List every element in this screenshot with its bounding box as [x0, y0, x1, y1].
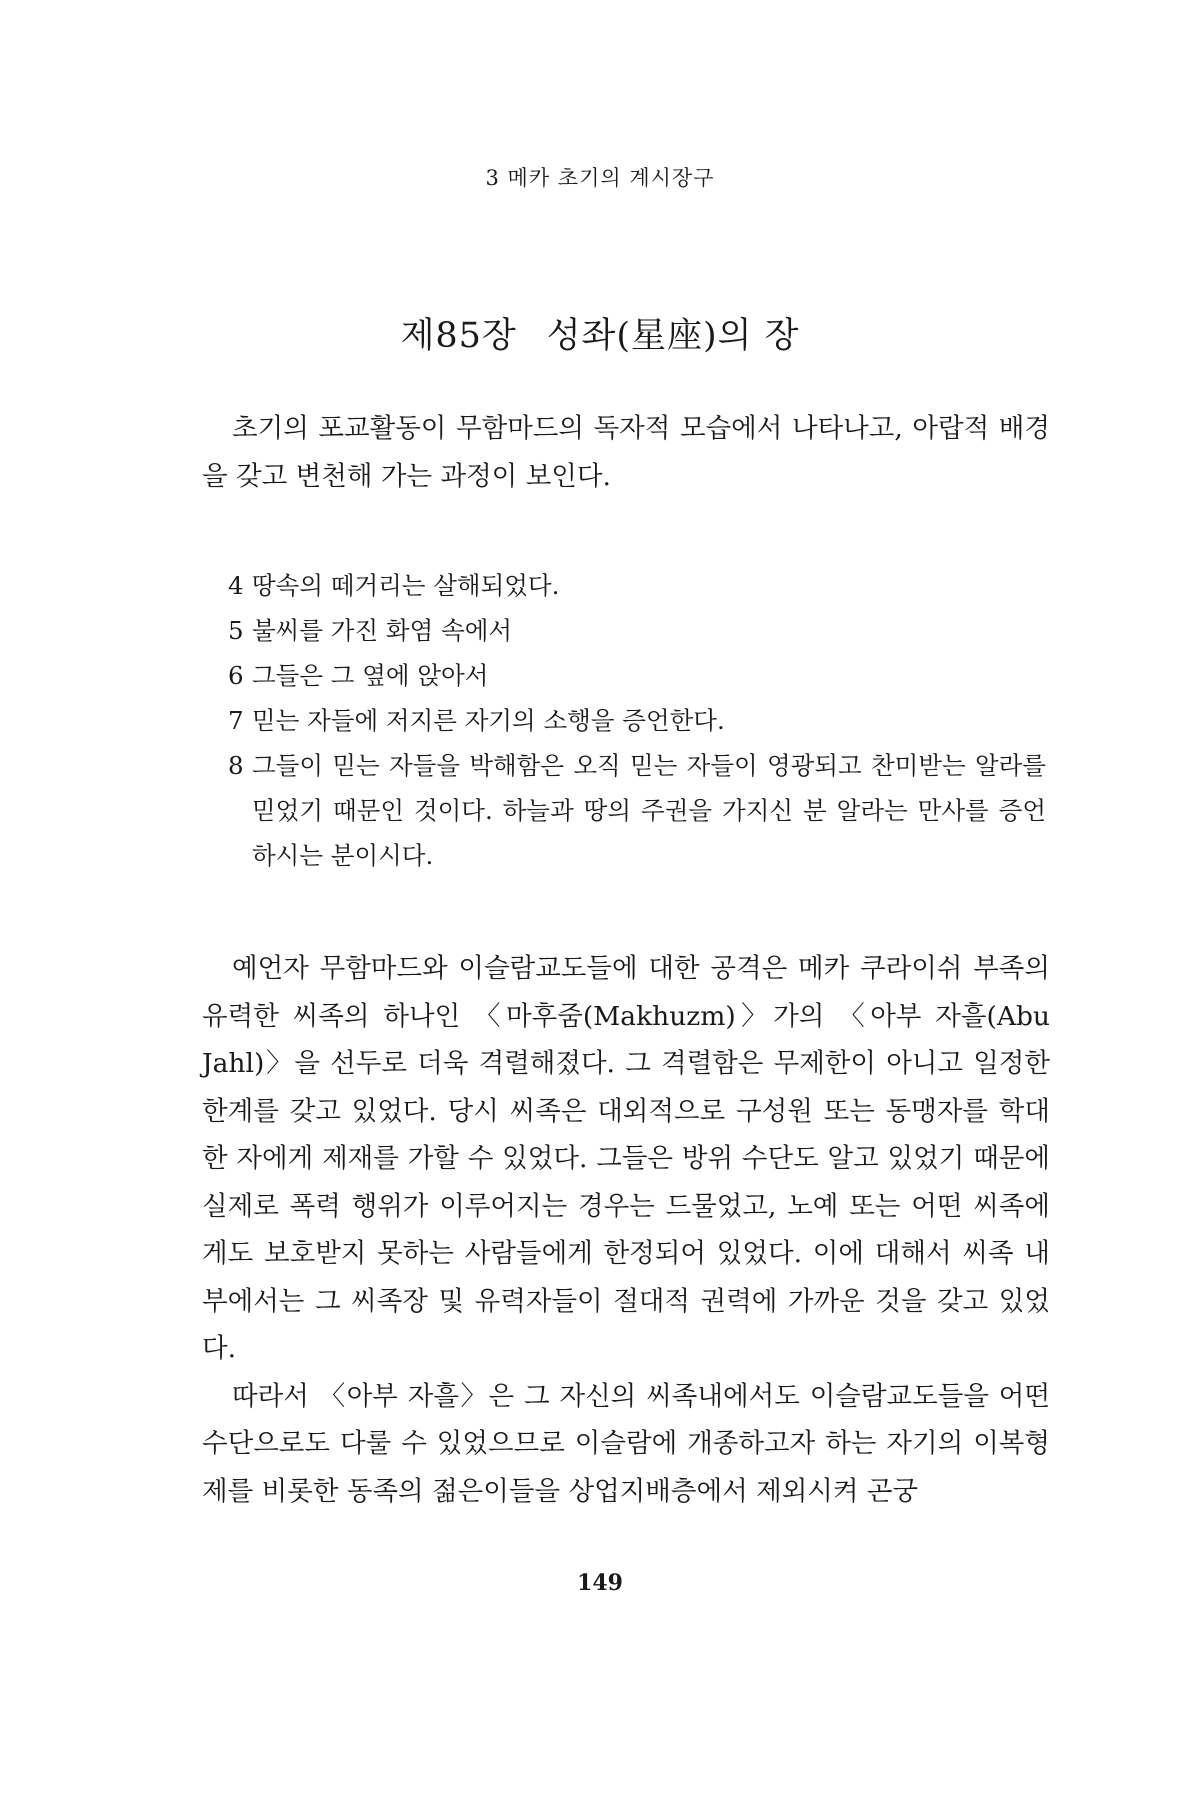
body-paragraph: 예언자 무함마드와 이슬람교도들에 대한 공격은 메카 쿠라이쉬 부족의 유력한 씨족의 하나인 〈마후줌(Makhuzm)〉가의 〈아부 자흘(Abu Jahl)〉을 선두로 더욱 격렬해졌다. 그 격렬함은 무제한이 아니고 일정한 한계를 갖고 있었다. 당시 씨족은 대외적으로 구성원 또는 동맹자를 학대한 자에게 제재를 가할 수 있었다. 그들은 방위 수단도 알고 있었기 때문에 실제로 폭력 행위가 이루어지는 경우는 드물었고, 노예 또는 어떤 씨족에게도 보호받지 못하는 사람들에게 한정되어 있었다. 이에 대해서 씨족 내부에서는 그 씨족장 및 유력자들이 절대적 권력에 가까운 것을 갖고 있었다. — [202, 953, 1050, 1364]
verse-text: 믿는 자들에 저지른 자기의 소행을 증언한다. — [252, 706, 725, 735]
chapter-number: 제85장 — [400, 316, 517, 356]
verse-list — [228, 563, 1046, 878]
chapter-name: 성좌(星座)의 장 — [546, 316, 800, 356]
chapter-intro: 초기의 포교활동이 무함마드의 독자적 모습에서 나타나고, 아랍적 배경을 갖고 변천해 가는 과정이 보인다. — [202, 413, 1050, 492]
verse — [228, 608, 1046, 653]
body-paragraph: 따라서 〈아부 자흘〉은 그 자신의 씨족내에서도 이슬람교도들을 어떤 수단으로도 다룰 수 있었으므로 이슬람에 개종하고자 하는 자기의 이복형제를 비롯한 동족의 젊은이들을 상업지배층에서 제외시켜 곤궁 — [202, 1380, 1050, 1507]
verse-number: 8 — [228, 751, 244, 780]
verse-number: 7 — [228, 706, 244, 735]
verse-number: 4 — [228, 571, 244, 600]
verse-number: 6 — [228, 661, 244, 690]
verse-text: 그들은 그 옆에 앉아서 — [252, 661, 489, 690]
chapter-title — [0, 308, 1200, 358]
verse-text: 불씨를 가진 화염 속에서 — [252, 616, 513, 645]
verse — [228, 563, 1046, 608]
page-number: 149 — [577, 1570, 623, 1596]
verse — [228, 743, 1046, 878]
body-text — [202, 945, 1050, 1515]
running-header: 3 메카 초기의 계시장구 — [485, 166, 715, 190]
verse — [228, 698, 1046, 743]
verse — [228, 653, 1046, 698]
verse-number: 5 — [228, 616, 244, 645]
verse-text: 그들이 믿는 자들을 박해함은 오직 믿는 자들이 영광되고 찬미받는 알라를 믿었기 때문인 것이다. 하늘과 땅의 주권을 가지신 분 알라는 만사를 증언하시는 분이시다. — [252, 751, 1046, 870]
verse-text: 땅속의 떼거리는 살해되었다. — [252, 571, 560, 600]
